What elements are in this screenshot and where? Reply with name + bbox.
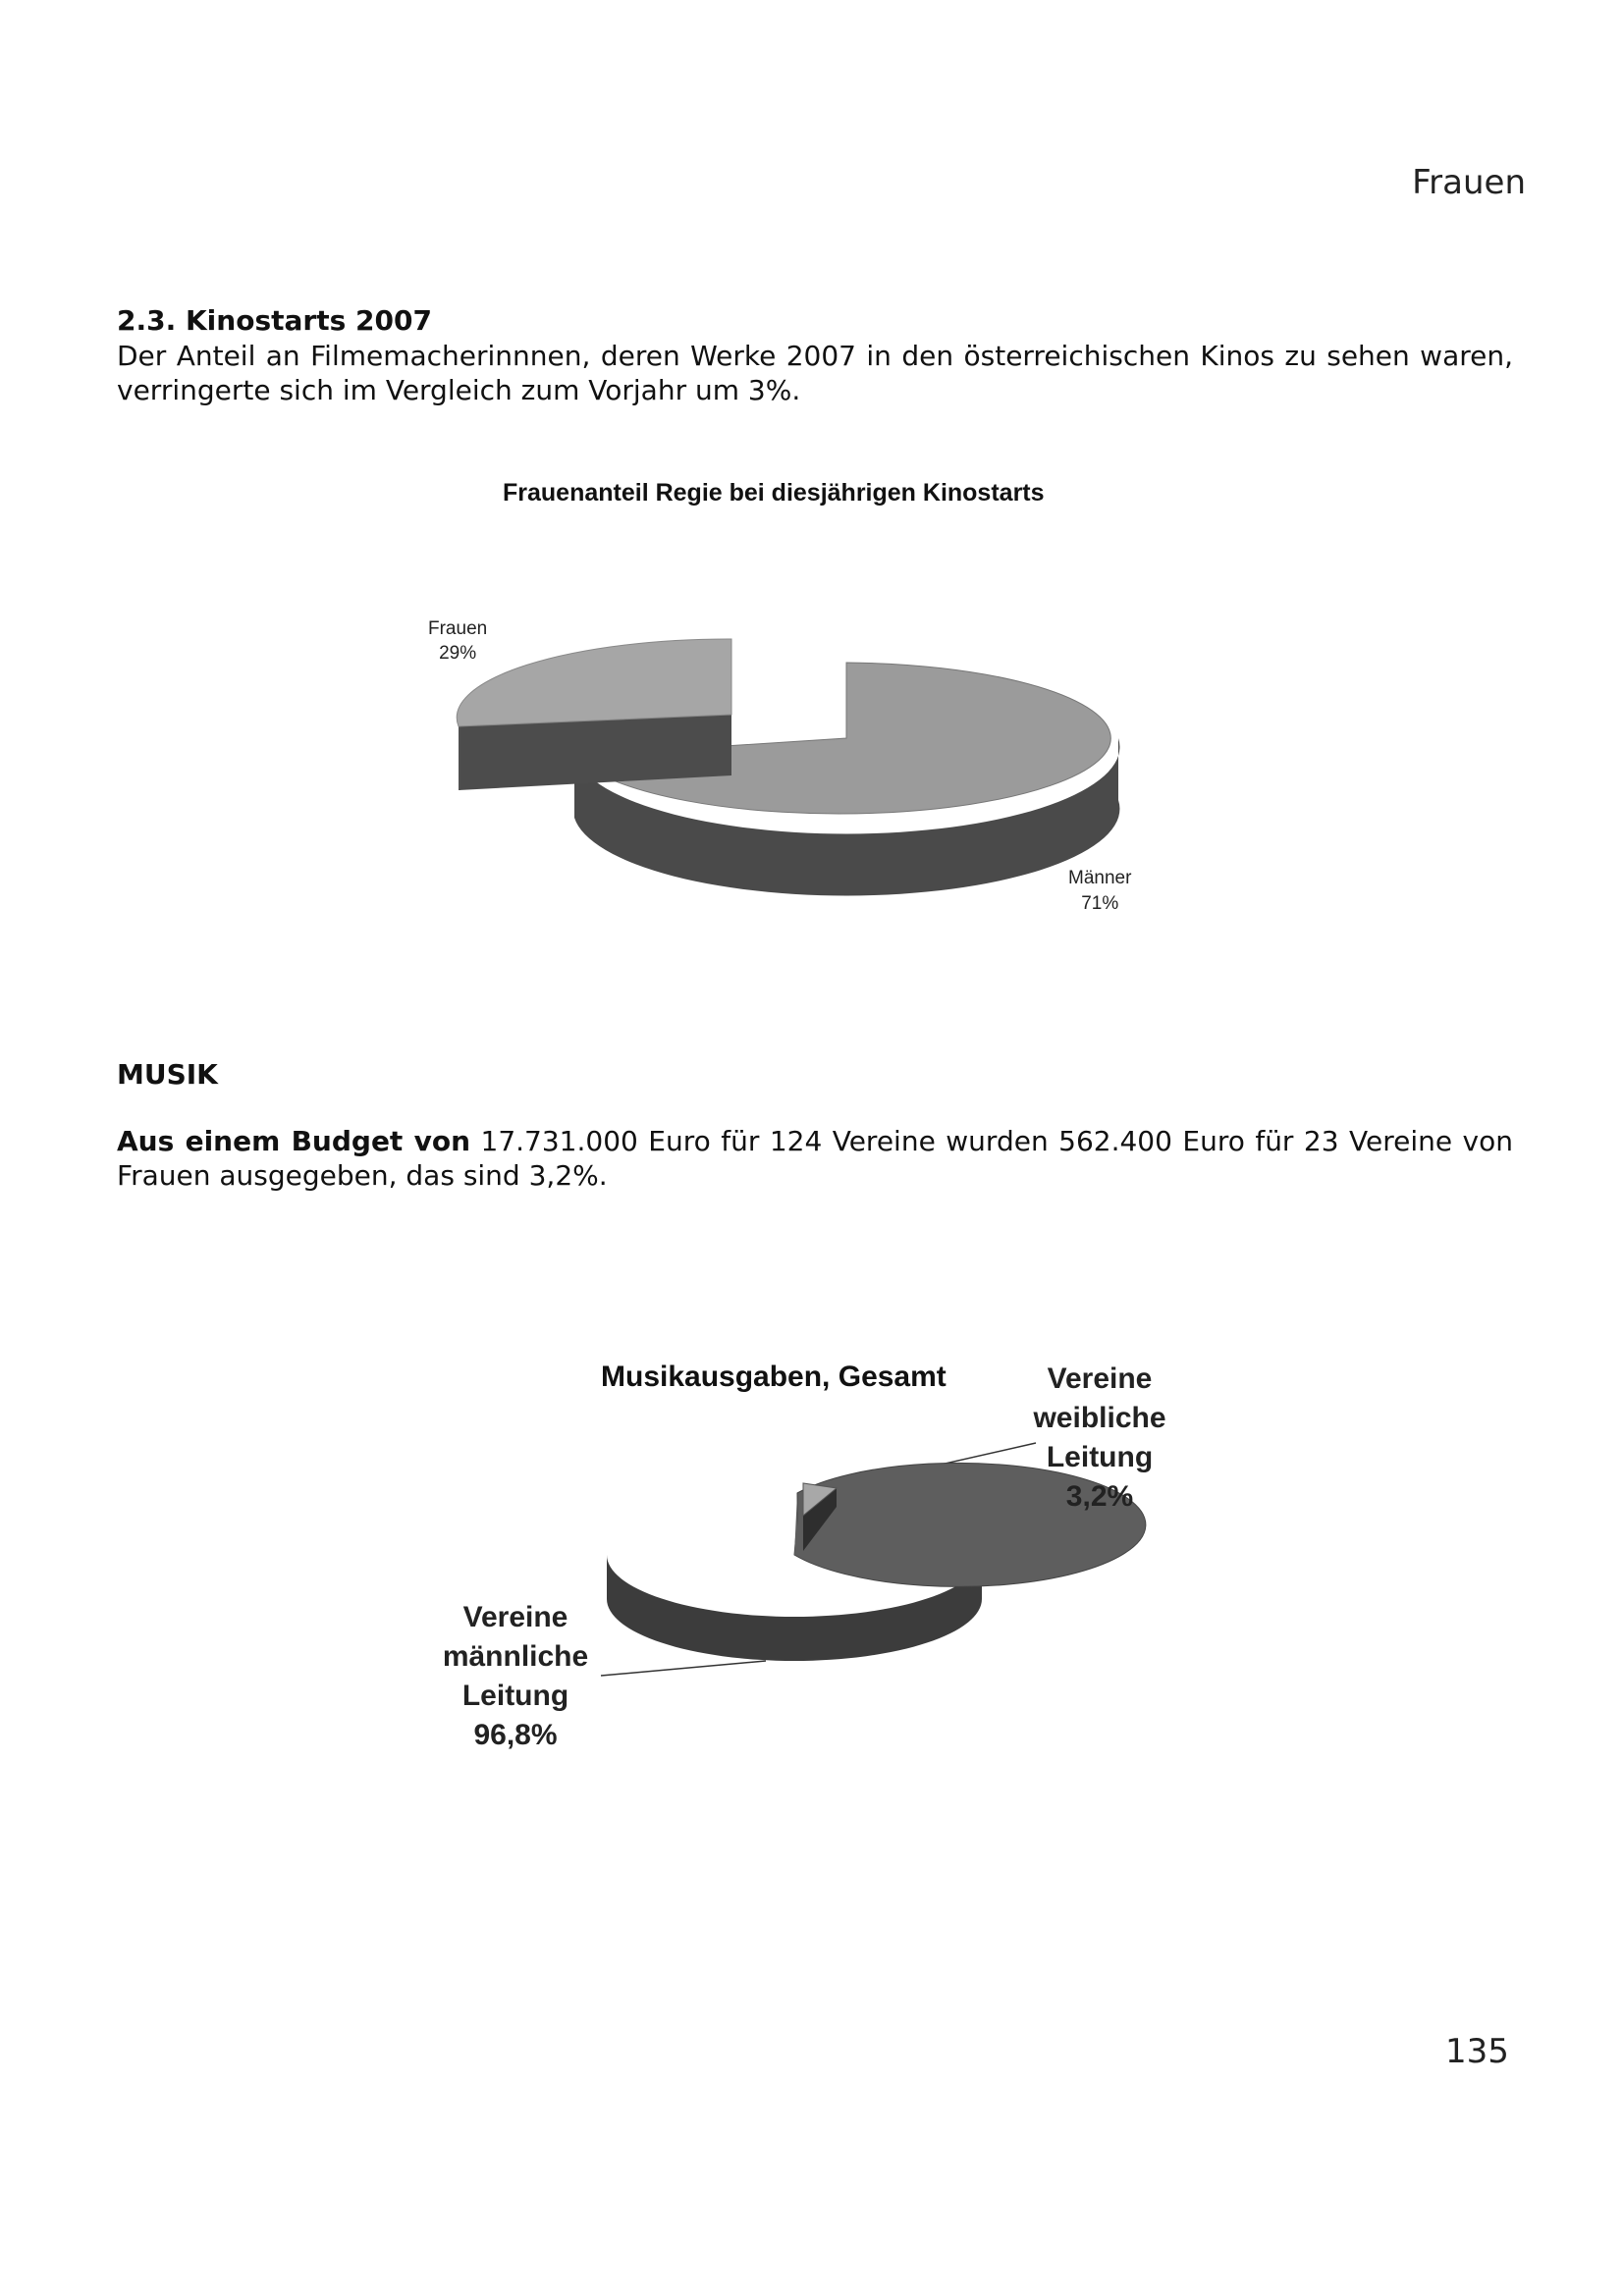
pie-label-weiblich <box>1031 1360 1168 1517</box>
running-header: Frauen <box>1412 163 1526 202</box>
leader-line-maennlich <box>601 1661 766 1676</box>
pie-label-maennlich-line3: Leitung <box>461 1680 569 1712</box>
pie-label-maennlich-line1: Vereine <box>462 1601 568 1633</box>
page-number: 135 <box>1445 2032 1509 2071</box>
pie-label-maenner-name: Männer <box>1068 868 1132 888</box>
paragraph-musik-bold: Aus einem Budget von <box>117 1125 471 1157</box>
pie-label-maenner-value: 71% <box>1081 893 1119 914</box>
chart-title: Musikausgaben, Gesamt <box>601 1361 947 1393</box>
pie-label-maennlich <box>432 1598 599 1755</box>
paragraph-kinostarts: Der Anteil an Filmemacherinnnen, deren Werke 2007 in den österreichischen Kinos zu sehen waren, verringerte sich im Vergleich zum Vorjahr um 3%. <box>117 340 1513 406</box>
section-heading-musik: MUSIK <box>117 1058 218 1091</box>
chart-title: Frauenanteil Regie bei diesjährigen Kinostarts <box>503 479 1045 507</box>
section-heading-kinostarts: 2.3. Kinostarts 2007 <box>117 304 432 337</box>
pie-label-weiblich-line2: weibliche <box>1033 1402 1166 1434</box>
pie-label-weiblich-value: 3,2% <box>1065 1480 1134 1513</box>
paragraph-musik-rest: 17.731.000 Euro für 124 Vereine wurden 562.400 Euro für 23 Vereine von Frauen ausgegeben, das sind 3,2%. <box>117 1125 1514 1192</box>
pie-label-frauen-value: 29% <box>439 643 477 664</box>
pie-label-weiblich-line3: Leitung <box>1046 1441 1154 1473</box>
pie-label-maennlich-value: 96,8% <box>473 1719 558 1751</box>
pie-label-frauen-name: Frauen <box>428 618 488 639</box>
pie-label-maennlich-line2: männliche <box>442 1640 589 1673</box>
pie-label-weiblich-line1: Vereine <box>1047 1362 1153 1395</box>
